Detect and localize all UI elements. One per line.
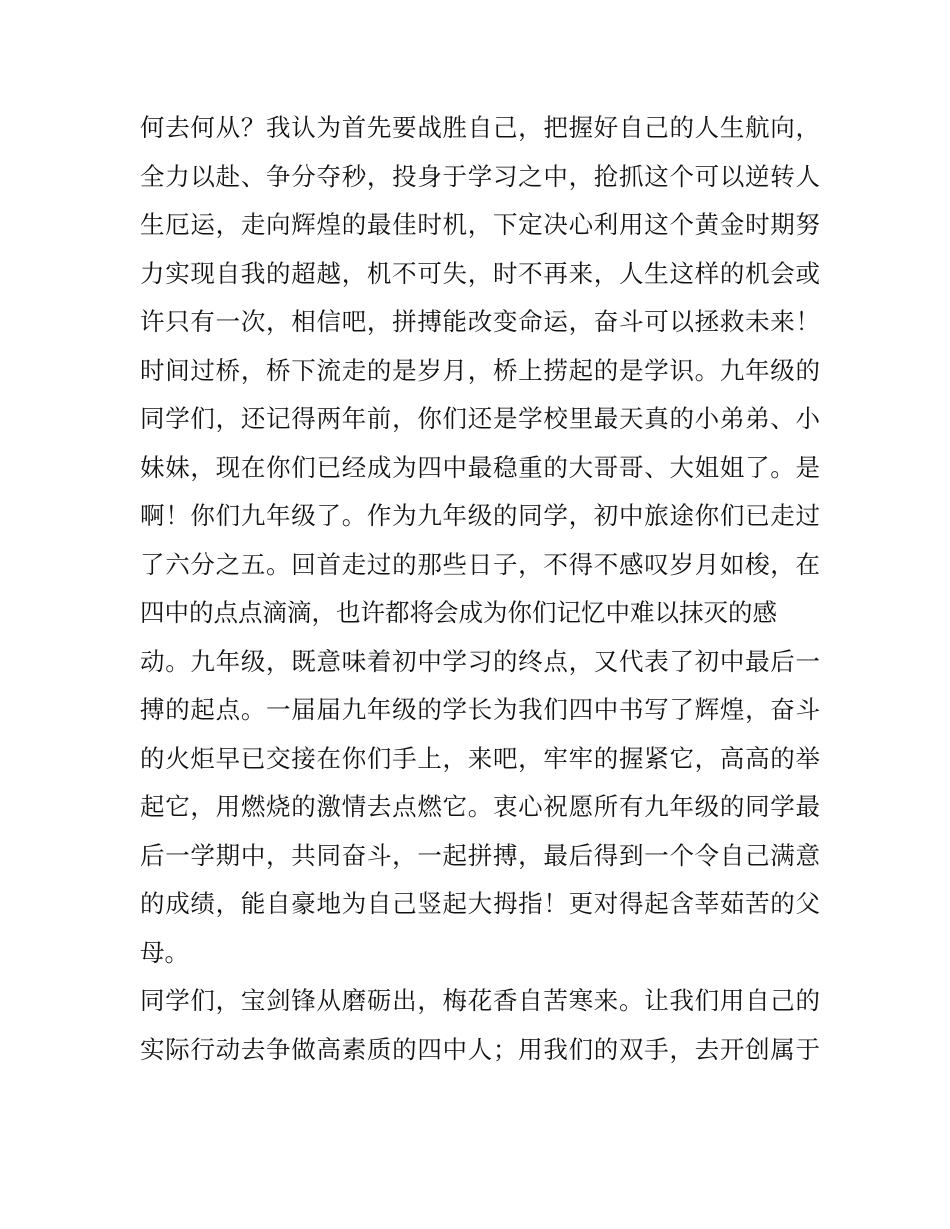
text-line: 搏的起点。一届届九年级的学长为我们四中书写了辉煌，奋斗 bbox=[140, 695, 820, 724]
text-line: 后一学期中，共同奋斗，一起拼搏，最后得到一个令自己满意 bbox=[140, 840, 820, 870]
text-line: 生厄运，走向辉煌的最佳时机，下定决心利用这个黄金时期努 bbox=[140, 210, 820, 239]
text-line: 了六分之五。回首走过的那些日子，不得不感叹岁月如梭，在 bbox=[140, 549, 820, 579]
text-line: 实际行动去争做高素质的四中人；用我们的双手，去开创属于 bbox=[140, 1034, 820, 1064]
text-line: 力实现自我的超越，机不可失，时不再来，人生这样的机会或 bbox=[140, 258, 820, 288]
text-line: 的火炬早已交接在你们手上，来吧，牢牢的握紧它，高高的举 bbox=[140, 743, 820, 773]
text-line: 妹妹，现在你们已经成为四中最稳重的大哥哥、大姐姐了。是 bbox=[140, 452, 820, 482]
text-line: 四中的点点滴滴，也许都将会成为你们记忆中难以抹灭的感 bbox=[140, 598, 777, 627]
text-line: 同学们，还记得两年前，你们还是学校里最天真的小弟弟、小 bbox=[140, 404, 820, 433]
text-line: 动。九年级，既意味着初中学习的终点，又代表了初中最后一 bbox=[140, 646, 820, 676]
text-line: 母。 bbox=[140, 937, 189, 967]
text-line: 起它，用燃烧的激情去点燃它。衷心祝愿所有九年级的同学最 bbox=[140, 792, 820, 821]
text-line: 许只有一次，相信吧，拼搏能改变命运，奋斗可以拯救未来！ bbox=[140, 307, 820, 336]
text-line: 时间过桥，桥下流走的是岁月，桥上捞起的是学识。九年级的 bbox=[140, 355, 820, 385]
text-line: 同学们，宝剑锋从磨砺出，梅花香自苦寒来。让我们用自己的 bbox=[140, 986, 820, 1015]
text-line: 啊！你们九年级了。作为九年级的同学，初中旅途你们已走过 bbox=[140, 501, 820, 530]
text-line: 全力以赴、争分夺秒，投身于学习之中，抢抓这个可以逆转人 bbox=[140, 161, 820, 191]
text-line: 何去何从？我认为首先要战胜自己，把握好自己的人生航向， bbox=[140, 113, 820, 142]
text-line: 的成绩，能自豪地为自己竖起大拇指！更对得起含莘茹苦的父 bbox=[140, 889, 820, 918]
document-body bbox=[140, 104, 820, 1074]
